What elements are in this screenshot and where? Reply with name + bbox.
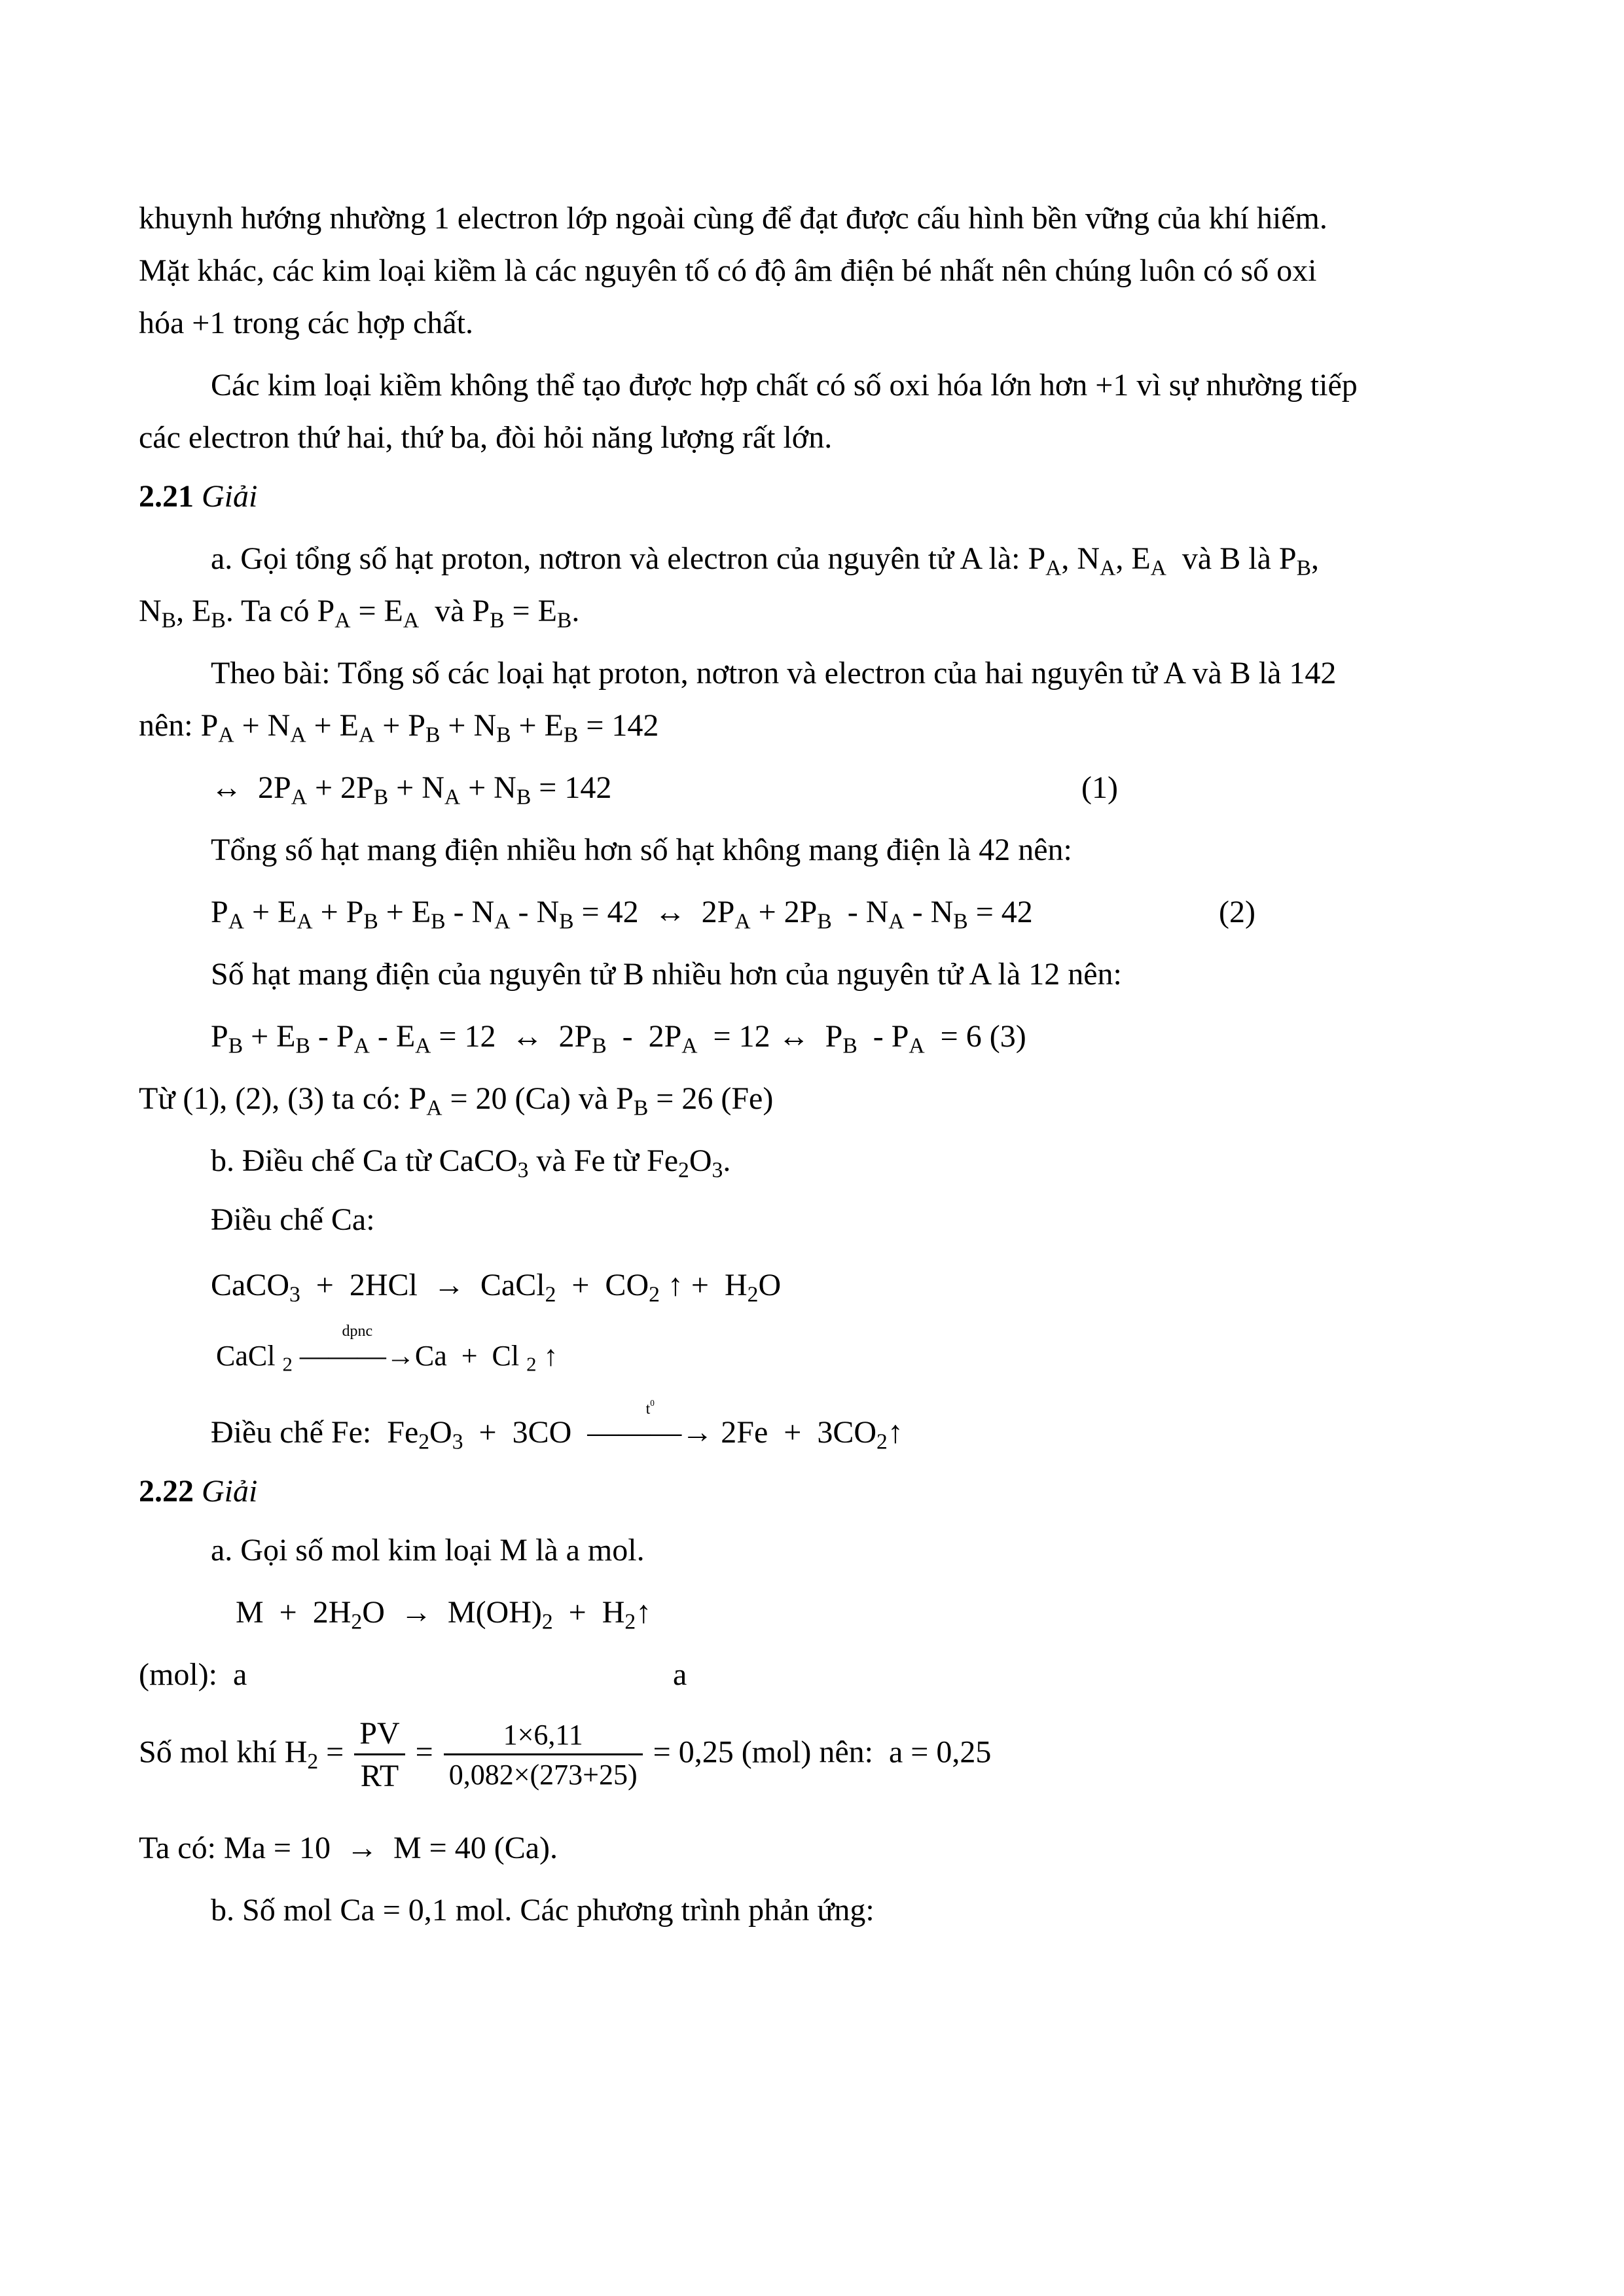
text-line: a. Gọi số mol kim loại M là a mol. — [211, 1533, 645, 1568]
equation-line: nên: $P_A + N_A + E_A + P_B + N_B + E_B = 142$ — [139, 708, 659, 747]
text-line: Các kim loại kiềm không thể tạo được hợp chất có số oxi hóa lớn hơn +1 vì sự nhường tiếp — [211, 368, 1358, 403]
section-heading-2-21 — [139, 481, 257, 512]
text-line: a. Gọi tổng số hạt proton, nơtron và electron của nguyên tử A là: $P_A$, $N_A$, $E_A$ và B là $P_B$, — [211, 541, 1319, 581]
reaction-line: CaCl $_2$ dpnc ———→Ca + Cl $_2$ ↑ — [216, 1323, 558, 1376]
fraction: $\frac{PV}{RT}$ — [354, 1718, 405, 1792]
text-line: b. Số mol Ca = 0,1 mol. Các phương trình phản ứng: — [211, 1893, 875, 1928]
equation-1: ↔ $2P_A + 2P_B + N_A + N_B = 142$ — [211, 770, 612, 810]
section-number: 2.22 — [139, 1474, 194, 1509]
reaction-line: Điều chế Fe: $Fe_2O_3 + 3CO$ $t^0$ ———→ $2Fe + 3CO_2↑$ — [211, 1398, 903, 1454]
section-title: Giải — [202, 479, 258, 514]
equation-tag: (2) — [1219, 895, 1255, 929]
equation-3: $P_B + E_B - P_A - E_A = 12$ ↔ $2P_B - 2P_A = 12$ ↔ $P_B - P_A = 6$ (3) — [211, 1019, 1026, 1058]
text-line: hóa +1 trong các hợp chất. — [139, 306, 473, 340]
text-line: Từ (1), (2), (3) ta có: $P_A = 20$ (Ca) và $P_B = 26$ (Fe) — [139, 1081, 774, 1121]
reaction-arrow: $t^0$ ———→ — [587, 1398, 713, 1450]
equation-tag: (1) — [1081, 770, 1118, 805]
section-heading-2-22 — [139, 1476, 257, 1507]
equation-line: Số mol khí $H_2$ = $\frac{PV}{RT}$ = $\frac{1\times 6,11}{0,082\times(273+25)}$ = 0,25 (mol) nên: a = 0,25 — [139, 1716, 992, 1793]
text-line: (mol): a — [139, 1657, 247, 1692]
text-line: Theo bài: Tổng số các loại hạt proton, nơtron và electron của hai nguyên tử A và B là 142 — [211, 656, 1337, 691]
section-title: Giải — [202, 1474, 258, 1509]
text-line: a — [673, 1657, 687, 1692]
text-line: Ta có: Ma = 10 → M = 40 (Ca). — [139, 1831, 558, 1865]
text-line: khuynh hướng nhường 1 electron lớp ngoài cùng để đạt được cấu hình bền vững của khí hiếm. — [139, 201, 1327, 236]
text-line: Mặt khác, các kim loại kiềm là các nguyên tố có độ âm điện bé nhất nên chúng luôn có số oxi — [139, 253, 1317, 288]
reaction-line: $M + 2H_2O \to M(OH)_2$ + $H_2↑$ — [236, 1595, 652, 1634]
text-line: Điều chế Ca: — [211, 1202, 375, 1237]
equation-2: $P_A + E_A + P_B + E_B - N_A - N_B = 42$ ↔ $2P_A + 2P_B - N_A - N_B = 42$ — [211, 895, 1033, 934]
reaction-line: CaCO$_3$ + 2HCl → CaCl$_2$ + $CO_2$ ↑ + $H_2O$ — [211, 1268, 782, 1307]
section-number: 2.21 — [139, 479, 194, 514]
text-line: các electron thứ hai, thứ ba, đòi hỏi năng lượng rất lớn. — [139, 420, 833, 455]
fraction: $\frac{1\times 6,11}{0,082\times(273+25)}$ — [444, 1721, 643, 1789]
text-line: Tổng số hạt mang điện nhiều hơn số hạt không mang điện là 42 nên: — [211, 833, 1072, 867]
reaction-arrow: dpnc ———→ — [299, 1323, 415, 1372]
text-line: b. Điều chế Ca từ CaCO$_3$ và Fe từ $Fe_2O_3$. — [211, 1143, 731, 1183]
text-line: $N_B$, $E_B$. Ta có $P_A = E_A$ và $P_B = E_B$. — [139, 594, 580, 633]
text-line: Số hạt mang điện của nguyên tử B nhiều hơn của nguyên tử A là 12 nên: — [211, 957, 1122, 992]
